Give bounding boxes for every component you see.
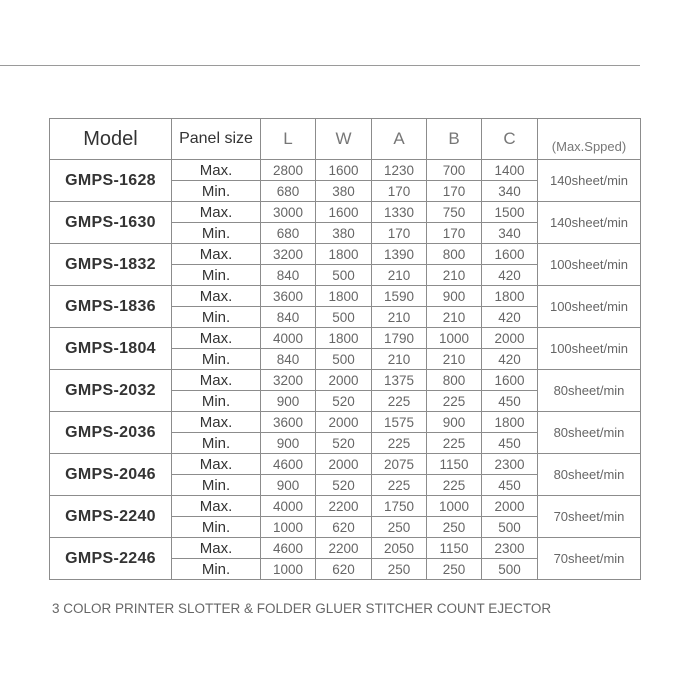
max-value: 1600	[316, 202, 372, 223]
row-label-max: Max.	[172, 370, 261, 391]
max-value: 2800	[261, 160, 316, 181]
max-value: 750	[427, 202, 482, 223]
max-speed: 140sheet/min	[538, 160, 641, 202]
header-model: Model	[50, 119, 172, 160]
min-value: 170	[372, 181, 427, 202]
table-row	[50, 538, 641, 559]
min-value: 680	[261, 223, 316, 244]
max-value: 4000	[261, 496, 316, 517]
min-value: 840	[261, 307, 316, 328]
model-name: GMPS-2032	[50, 370, 172, 412]
max-speed: 140sheet/min	[538, 202, 641, 244]
max-value: 1375	[372, 370, 427, 391]
row-label-min: Min.	[172, 223, 261, 244]
min-value: 250	[372, 559, 427, 580]
max-speed: 70sheet/min	[538, 538, 641, 580]
header-dim-a: A	[372, 119, 427, 160]
min-value: 210	[372, 349, 427, 370]
row-label-max: Max.	[172, 244, 261, 265]
min-value: 225	[372, 433, 427, 454]
table-row	[50, 160, 641, 181]
header-dim-b: B	[427, 119, 482, 160]
max-value: 1600	[482, 244, 538, 265]
min-value: 380	[316, 223, 372, 244]
min-value: 225	[427, 475, 482, 496]
model-name: GMPS-1836	[50, 286, 172, 328]
max-speed: 70sheet/min	[538, 496, 641, 538]
max-speed: 100sheet/min	[538, 328, 641, 370]
min-value: 340	[482, 223, 538, 244]
min-value: 225	[372, 391, 427, 412]
min-value: 520	[316, 391, 372, 412]
min-value: 500	[482, 559, 538, 580]
max-value: 1400	[482, 160, 538, 181]
table-row	[50, 286, 641, 307]
max-speed: 100sheet/min	[538, 244, 641, 286]
model-name: GMPS-1630	[50, 202, 172, 244]
max-value: 1790	[372, 328, 427, 349]
max-value: 1230	[372, 160, 427, 181]
max-value: 2075	[372, 454, 427, 475]
max-speed: 80sheet/min	[538, 454, 641, 496]
max-value: 2000	[482, 496, 538, 517]
max-value: 1800	[316, 286, 372, 307]
table-row	[50, 412, 641, 433]
max-value: 1000	[427, 328, 482, 349]
max-value: 2050	[372, 538, 427, 559]
model-name: GMPS-2036	[50, 412, 172, 454]
min-value: 225	[372, 475, 427, 496]
min-value: 900	[261, 433, 316, 454]
max-value: 4600	[261, 538, 316, 559]
table-row	[50, 202, 641, 223]
min-value: 840	[261, 265, 316, 286]
model-name: GMPS-2240	[50, 496, 172, 538]
table-row	[50, 370, 641, 391]
header-panel-size: Panel size	[172, 119, 261, 160]
max-value: 2300	[482, 454, 538, 475]
max-value: 1800	[316, 328, 372, 349]
row-label-min: Min.	[172, 307, 261, 328]
min-value: 500	[482, 517, 538, 538]
max-value: 700	[427, 160, 482, 181]
model-name: GMPS-1832	[50, 244, 172, 286]
min-value: 520	[316, 475, 372, 496]
max-value: 4600	[261, 454, 316, 475]
max-value: 1750	[372, 496, 427, 517]
min-value: 840	[261, 349, 316, 370]
min-value: 420	[482, 307, 538, 328]
row-label-min: Min.	[172, 559, 261, 580]
max-value: 2200	[316, 538, 372, 559]
min-value: 420	[482, 265, 538, 286]
max-value: 2000	[316, 412, 372, 433]
header-dim-w: W	[316, 119, 372, 160]
max-value: 3600	[261, 286, 316, 307]
model-name: GMPS-2046	[50, 454, 172, 496]
min-value: 210	[427, 307, 482, 328]
max-value: 3000	[261, 202, 316, 223]
max-value: 2300	[482, 538, 538, 559]
min-value: 225	[427, 433, 482, 454]
max-value: 1800	[316, 244, 372, 265]
header-dim-l: L	[261, 119, 316, 160]
table-row	[50, 454, 641, 475]
row-label-min: Min.	[172, 391, 261, 412]
model-name: GMPS-1804	[50, 328, 172, 370]
max-value: 1390	[372, 244, 427, 265]
max-value: 1600	[316, 160, 372, 181]
min-value: 500	[316, 265, 372, 286]
min-value: 620	[316, 559, 372, 580]
min-value: 420	[482, 349, 538, 370]
row-label-max: Max.	[172, 328, 261, 349]
table-row	[50, 244, 641, 265]
min-value: 1000	[261, 559, 316, 580]
min-value: 340	[482, 181, 538, 202]
min-value: 900	[261, 475, 316, 496]
max-value: 1590	[372, 286, 427, 307]
min-value: 1000	[261, 517, 316, 538]
max-value: 900	[427, 412, 482, 433]
row-label-min: Min.	[172, 433, 261, 454]
row-label-min: Min.	[172, 349, 261, 370]
table-row	[50, 496, 641, 517]
row-label-max: Max.	[172, 202, 261, 223]
max-speed: 80sheet/min	[538, 370, 641, 412]
min-value: 210	[427, 265, 482, 286]
max-value: 3200	[261, 370, 316, 391]
min-value: 500	[316, 349, 372, 370]
max-value: 1150	[427, 454, 482, 475]
min-value: 450	[482, 433, 538, 454]
model-name: GMPS-2246	[50, 538, 172, 580]
min-value: 170	[427, 223, 482, 244]
min-value: 170	[372, 223, 427, 244]
max-value: 4000	[261, 328, 316, 349]
row-label-min: Min.	[172, 517, 261, 538]
min-value: 210	[372, 307, 427, 328]
row-label-min: Min.	[172, 265, 261, 286]
header-row	[50, 119, 641, 160]
min-value: 680	[261, 181, 316, 202]
min-value: 170	[427, 181, 482, 202]
max-speed: 100sheet/min	[538, 286, 641, 328]
min-value: 500	[316, 307, 372, 328]
min-value: 250	[427, 559, 482, 580]
max-value: 1800	[482, 412, 538, 433]
max-value: 2200	[316, 496, 372, 517]
model-name: GMPS-1628	[50, 160, 172, 202]
max-value: 1800	[482, 286, 538, 307]
max-value: 1150	[427, 538, 482, 559]
header-speed: (Max.Spped)	[538, 119, 641, 160]
min-value: 250	[427, 517, 482, 538]
row-label-min: Min.	[172, 181, 261, 202]
max-value: 2000	[482, 328, 538, 349]
max-value: 1000	[427, 496, 482, 517]
max-value: 800	[427, 370, 482, 391]
min-value: 225	[427, 391, 482, 412]
row-label-max: Max.	[172, 286, 261, 307]
header-dim-c: C	[482, 119, 538, 160]
min-value: 210	[372, 265, 427, 286]
row-label-max: Max.	[172, 496, 261, 517]
caption: 3 COLOR PRINTER SLOTTER & FOLDER GLUER STITCHER COUNT EJECTOR	[52, 601, 552, 616]
max-speed: 80sheet/min	[538, 412, 641, 454]
max-value: 3200	[261, 244, 316, 265]
top-divider	[0, 65, 640, 66]
min-value: 450	[482, 391, 538, 412]
min-value: 620	[316, 517, 372, 538]
max-value: 1330	[372, 202, 427, 223]
row-label-max: Max.	[172, 454, 261, 475]
max-value: 2000	[316, 454, 372, 475]
row-label-max: Max.	[172, 538, 261, 559]
min-value: 250	[372, 517, 427, 538]
spec-table	[49, 118, 641, 580]
min-value: 380	[316, 181, 372, 202]
min-value: 450	[482, 475, 538, 496]
max-value: 900	[427, 286, 482, 307]
row-label-min: Min.	[172, 475, 261, 496]
max-value: 1500	[482, 202, 538, 223]
max-value: 3600	[261, 412, 316, 433]
max-value: 1575	[372, 412, 427, 433]
max-value: 800	[427, 244, 482, 265]
min-value: 900	[261, 391, 316, 412]
table-row	[50, 328, 641, 349]
min-value: 210	[427, 349, 482, 370]
min-value: 520	[316, 433, 372, 454]
row-label-max: Max.	[172, 160, 261, 181]
row-label-max: Max.	[172, 412, 261, 433]
max-value: 1600	[482, 370, 538, 391]
max-value: 2000	[316, 370, 372, 391]
